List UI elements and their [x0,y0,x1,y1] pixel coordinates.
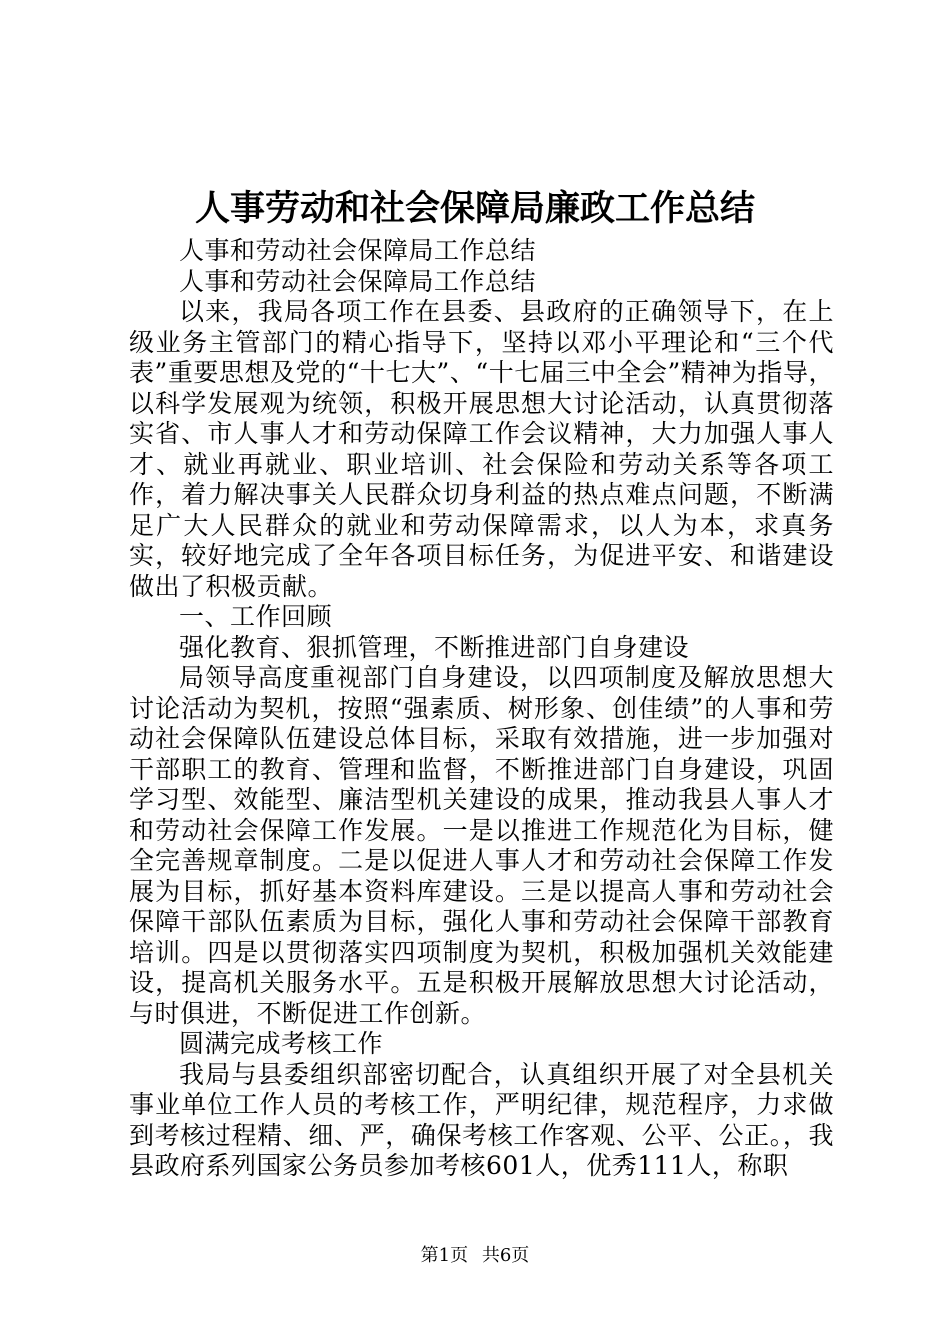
page-total: 共6页 [481,1245,530,1266]
document-title: 人事劳动和社会保障局廉政工作总结 [194,188,755,229]
section-heading: 一、工作回顾 [179,602,333,631]
body-paragraph: 以来，我局各项工作在县委、县政府的正确领导下，在上级业务主管部门的精心指导下，坚持以邓小平理论和“三个代表”重要思想及党的“十七大”、“十七届三中全会”精神为指导，以科学发展观为统领，积极开展思想大讨论活动，认真贯彻落实省、市人事人才和劳动保障工作会议精神，大力加强人事人才、就业再就业、职业培训、社会保险和劳动关系等各项工作，着力解决事关人民群众切身利益的热点难点问题，不断满足广大人民群众的就业和劳动保障需求，以人为本，求真务实，较好地完成了全年各项目标任务，为促进平安、和谐建设做出了积极贡献。 [129,297,834,601]
body-paragraph: 我局与县委组织部密切配合，认真组织开展了对全县机关事业单位工作人员的考核工作，严明纪律，规范程序，力求做到考核过程精、细、严，确保考核工作客观、公平、公正。，我县政府系列国家公务员参加考核601人，优秀111人，称职 [129,1059,834,1180]
subtitle-line: 人事和劳动社会保障局工作总结 [179,266,537,296]
subtitle-line: 人事和劳动社会保障局工作总结 [179,236,537,265]
subsection-heading: 强化教育、狠抓管理，不断推进部门自身建设 [179,632,690,662]
document-body [129,236,834,1182]
page-number: 第1页 [420,1245,469,1266]
page-footer [0,1244,950,1268]
subsection-heading: 圆满完成考核工作 [179,1029,384,1058]
body-paragraph: 局领导高度重视部门自身建设，以四项制度及解放思想大讨论活动为契机，按照“强素质、树形象、创佳绩”的人事和劳动社会保障队伍建设总体目标，采取有效措施，进一步加强对干部职工的教育、管理和监督，不断推进部门自身建设，巩固学习型、效能型、廉洁型机关建设的成果，推动我县人事人才和劳动社会保障工作发展。一是以推进工作规范化为目标，健全完善规章制度。二是以促进人事人才和劳动社会保障工作发展为目标，抓好基本资料库建设。三是以提高人事和劳动社会保障干部队伍素质为目标，强化人事和劳动社会保障干部教育培训。四是以贯彻落实四项制度为契机，积极加强机关效能建设，提高机关服务水平。五是积极开展解放思想大讨论活动，与时俱进，不断促进工作创新。 [129,663,834,1028]
